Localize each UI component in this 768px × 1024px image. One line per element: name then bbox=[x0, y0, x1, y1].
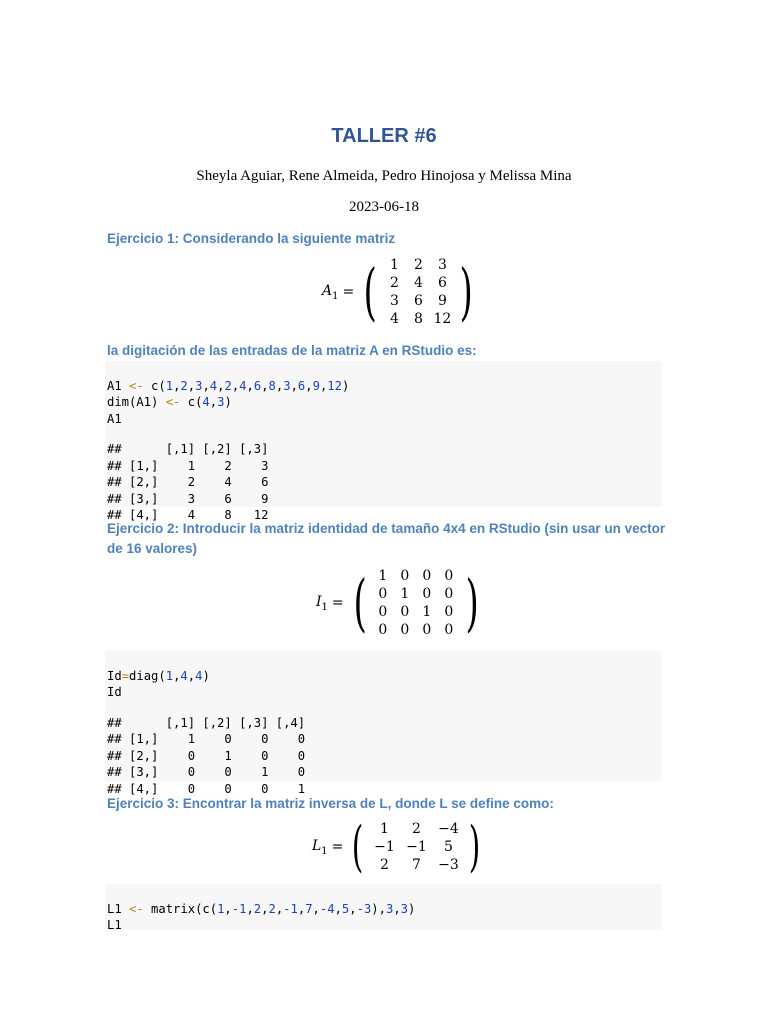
matrix-cell: 0 bbox=[400, 604, 410, 620]
matrix-cell: 0 bbox=[422, 622, 432, 638]
document-date: 2023-06-18 bbox=[349, 199, 419, 215]
code-output-1 bbox=[107, 441, 662, 524]
output-line: ## [2,] 0 1 0 0 bbox=[107, 748, 306, 763]
matrix-cell: 0 bbox=[378, 604, 388, 620]
right-paren: ) bbox=[469, 815, 481, 878]
matrix-cell: 0 bbox=[422, 568, 432, 584]
output-line: ## [,1] [,2] [,3] [,4] bbox=[107, 715, 306, 730]
code-block-1 bbox=[105, 361, 662, 522]
matrix-cell: 0 bbox=[444, 604, 454, 620]
matrix-cell: 2 bbox=[413, 257, 423, 273]
matrix-row bbox=[372, 603, 460, 621]
code-line: Id bbox=[107, 685, 122, 699]
matrix-l1-entries bbox=[368, 820, 464, 874]
right-paren: ) bbox=[459, 255, 474, 328]
matrix-row bbox=[382, 274, 454, 292]
exercise-1-heading: Ejercicio 1: Considerando la siguiente matriz bbox=[107, 231, 396, 246]
matrix-cell: 3 bbox=[389, 293, 399, 309]
exercise-2-heading: Ejercicio 2: Introducir la matriz identidad de tamaño 4x4 en RStudio (sin usar un vector de 16 valores) bbox=[107, 521, 666, 556]
code-block-2 bbox=[105, 651, 662, 796]
matrix-cell: 1 bbox=[389, 257, 399, 273]
matrix-cell: 1 bbox=[378, 568, 388, 584]
matrix-cell: 0 bbox=[400, 568, 410, 584]
matrix-row bbox=[372, 621, 460, 639]
matrix-cell: 2 bbox=[380, 857, 389, 873]
output-line: ## [4,] 4 8 12 bbox=[107, 508, 269, 522]
matrix-cell: 1 bbox=[422, 604, 432, 620]
matrix-cell: 2 bbox=[389, 275, 399, 291]
matrix-cell: 1 bbox=[380, 821, 389, 837]
matrix-cell: 3 bbox=[437, 257, 447, 273]
right-paren: ) bbox=[465, 566, 479, 639]
matrix-cell: 0 bbox=[422, 586, 432, 602]
matrix-cell: 6 bbox=[437, 275, 447, 291]
matrix-cell: 0 bbox=[378, 622, 388, 638]
matrix-l1: $L_1$ = ( 1 2 −4 −1 −1 5 2 7 −3 ) bbox=[312, 815, 481, 878]
code-line: L1 bbox=[107, 918, 122, 932]
code-line: A1 bbox=[107, 411, 122, 426]
matrix-a1-entries bbox=[382, 256, 454, 328]
matrix-cell: −1 bbox=[406, 839, 427, 855]
matrix-cell: 1 bbox=[400, 586, 410, 602]
output-line: ## [,1] [,2] [,3] bbox=[107, 442, 269, 456]
matrix-l1-label: $L_1$ bbox=[312, 837, 328, 857]
matrix-row bbox=[372, 567, 460, 585]
matrix-cell: 9 bbox=[437, 293, 447, 309]
matrix-row bbox=[372, 585, 460, 603]
left-paren: ( bbox=[352, 815, 364, 878]
matrix-cell: 0 bbox=[444, 622, 454, 638]
matrix-cell: −1 bbox=[374, 839, 395, 855]
left-paren: ( bbox=[353, 566, 367, 639]
output-line: ## [1,] 1 2 3 bbox=[107, 458, 269, 473]
output-line: ## [1,] 1 0 0 0 bbox=[107, 732, 306, 746]
matrix-cell: 6 bbox=[413, 293, 423, 309]
output-line: ## [4,] 0 0 0 1 bbox=[107, 781, 306, 796]
matrix-cell: 4 bbox=[389, 311, 399, 327]
output-line: ## [2,] 2 4 6 bbox=[107, 475, 269, 489]
authors: Sheyla Aguiar, Rene Almeida, Pedro Hinojosa y Melissa Mina bbox=[196, 168, 572, 184]
matrix-cell: 12 bbox=[433, 311, 452, 327]
code-line: Id=diag(1,4,4) bbox=[107, 668, 210, 683]
matrix-cell: 2 bbox=[412, 821, 421, 837]
matrix-cell: 0 bbox=[378, 586, 388, 602]
matrix-i1-entries bbox=[372, 567, 460, 639]
matrix-cell: 7 bbox=[412, 857, 421, 873]
matrix-cell: 0 bbox=[444, 568, 454, 584]
code-line: L1 <- matrix(c(1,-1,2,2,-1,7,-4,5,-3),3,3) bbox=[107, 901, 416, 916]
code-line: A1 <- c(1,2,3,4,2,4,6,8,3,6,9,12) bbox=[107, 378, 350, 393]
matrix-row bbox=[368, 838, 464, 856]
matrix-row bbox=[382, 292, 454, 310]
matrix-cell: 0 bbox=[444, 586, 454, 602]
code-block-3 bbox=[105, 884, 662, 930]
matrix-cell: 4 bbox=[413, 275, 423, 291]
document-title: TALLER #6 bbox=[331, 125, 437, 147]
matrix-a1: $A_1$ = ( 1 2 3 2 4 6 3 6 9 4 8 12 ) bbox=[322, 255, 474, 328]
matrix-cell: 8 bbox=[413, 311, 423, 327]
matrix-row bbox=[382, 310, 454, 328]
matrix-row bbox=[382, 256, 454, 274]
matrix-i1-label: $I_1$ bbox=[316, 593, 328, 613]
matrix-cell: −3 bbox=[438, 857, 459, 873]
exercise-3-heading: Ejercicio 3: Encontrar la matriz inversa de L, donde L se define como: bbox=[107, 796, 554, 811]
left-paren: ( bbox=[363, 255, 377, 328]
output-line: ## [3,] 0 0 1 0 bbox=[107, 765, 306, 779]
matrix-row bbox=[368, 820, 464, 838]
code-output-2 bbox=[107, 715, 662, 798]
exercise-1-text: la digitación de las entradas de la matriz A en RStudio es: bbox=[107, 343, 477, 358]
output-line: ## [3,] 3 6 9 bbox=[107, 491, 269, 506]
code-line: dim(A1) <- c(4,3) bbox=[107, 395, 232, 409]
matrix-row bbox=[368, 856, 464, 874]
matrix-a1-label: $A_1$ bbox=[322, 282, 339, 302]
matrix-cell: 5 bbox=[444, 839, 453, 855]
matrix-cell: −4 bbox=[438, 821, 459, 837]
matrix-cell: 0 bbox=[400, 622, 410, 638]
matrix-i1: $I_1$ = ( 1 0 0 0 0 1 0 0 0 0 1 0 0 0 0 0 ) bbox=[316, 566, 479, 639]
